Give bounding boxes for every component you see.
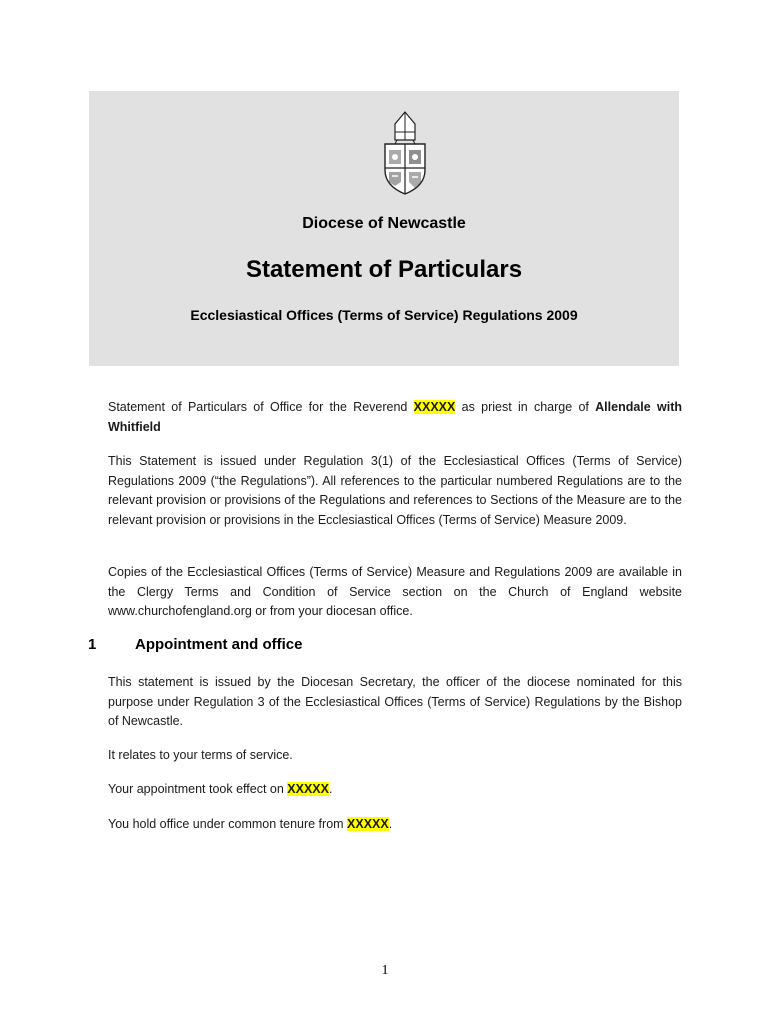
benefice-name: Allendale with Whitfield [108, 400, 682, 434]
page-title: Statement of Particulars [245, 256, 523, 283]
tenure-suffix: . [388, 817, 393, 831]
name-placeholder: XXXXX [413, 400, 456, 414]
appointment-date-placeholder: XXXXX [287, 782, 329, 796]
intro-paragraph [108, 398, 682, 437]
issued-under-paragraph: This Statement is issued under Regulation 3(1) of the Ecclesiastical Offices (Terms of Service) Regulations 2009 (“the Regulations”). All references to the particular numbered Regulations are to the relevant provision or provisions of the Regulations and references to Sections of the Measure are to the relevant provision or provisions in the Ecclesiastical Offices (Terms of Service) Measure 2009. [108, 454, 682, 527]
tenure-date-placeholder: XXXXX [347, 817, 389, 831]
copies-paragraph: Copies of the Ecclesiastical Offices (Terms of Service) Measure and Regulations 2009 are available in the Clergy Terms and Condition of Service section on the Church of England website www.churchofengland.org or from your diocesan office. [108, 565, 682, 618]
page-number: 1 [381, 963, 389, 978]
diocese-crest-icon [379, 110, 431, 196]
intro-prefix: Statement of Particulars of Office for the Reverend [108, 400, 414, 414]
relates-paragraph: It relates to your terms of service. [108, 748, 293, 762]
issued-by-paragraph: This statement is issued by the Diocesan Secretary, the officer of the diocese nominated for this purpose under Regulation 3 of the Ecclesiastical Offices (Terms of Service) Regulations by the Bishop of Newcastle. [108, 675, 682, 728]
appointment-prefix: Your appointment took effect on [108, 782, 288, 796]
tenure-paragraph [108, 815, 682, 835]
section-heading: Appointment and office [135, 636, 303, 653]
diocese-name: Diocese of Newcastle [302, 215, 466, 232]
section-number: 1 [88, 636, 97, 653]
appointment-suffix: . [328, 782, 333, 796]
intro-middle: as priest in charge of [455, 400, 596, 414]
tenure-prefix: You hold office under common tenure from [108, 817, 348, 831]
page-subtitle: Ecclesiastical Offices (Terms of Service) Regulations 2009 [190, 307, 578, 323]
appointment-paragraph [108, 780, 682, 800]
